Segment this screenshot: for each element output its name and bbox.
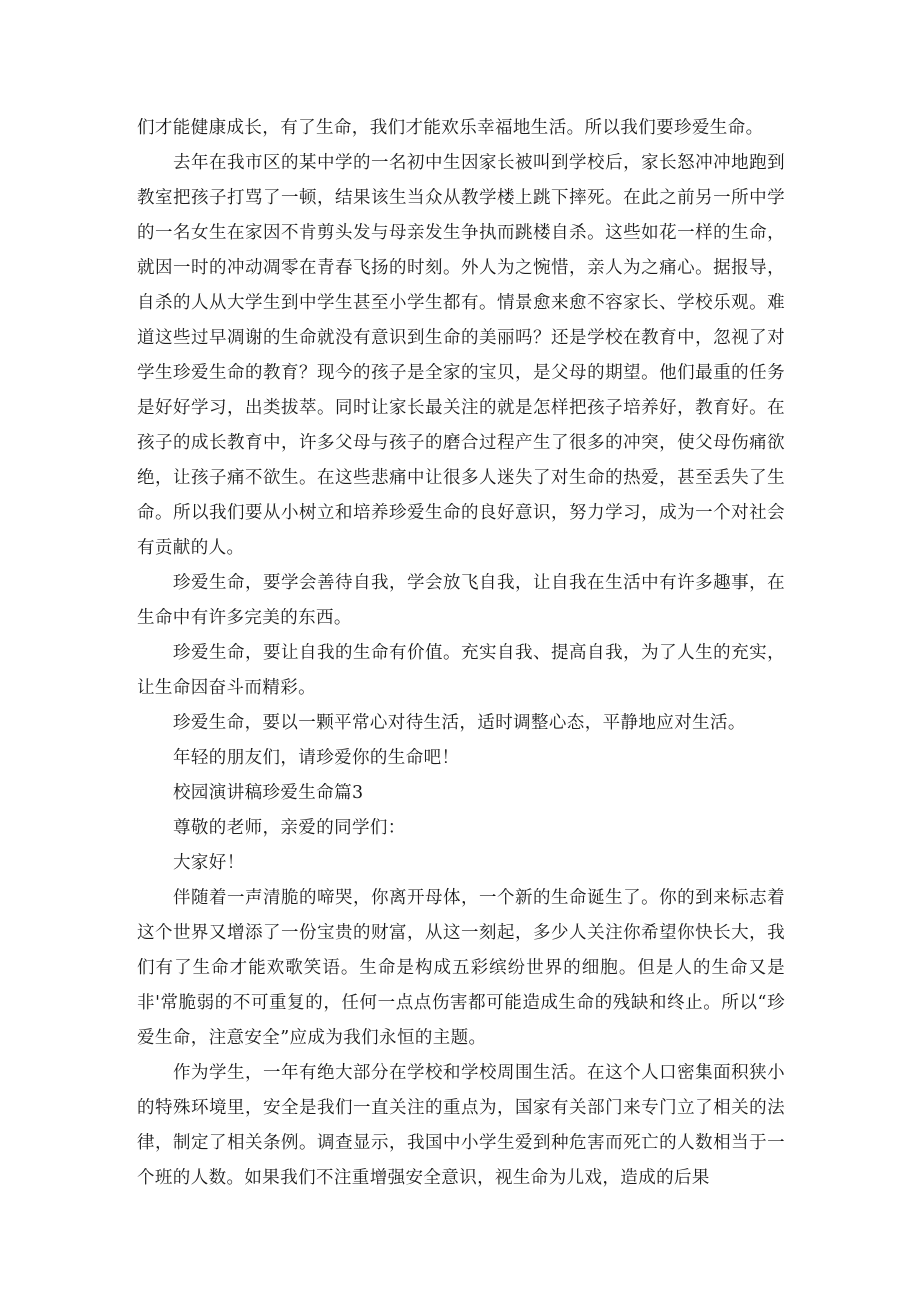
document-body (137, 111, 785, 1196)
paragraph-closing-call: 年轻的朋友们，请珍爱你的生命吧！ (173, 748, 460, 768)
greeting: 大家好！ (173, 853, 245, 873)
paragraph-continuation: 们才能健康成长，有了生命，我们才能欢乐幸福地生活。所以我们要珍爱生命。 (137, 118, 764, 138)
paragraph-calm-mind: 珍爱生命，要以一颗平常心对待生活，适时调整心态，平静地应对生活。 (173, 713, 746, 733)
paragraph-suicide-cases: 去年在我市区的某中学的一名初中生因家长被叫到学校后，家长怒冲冲地跑到教室把孩子打骂了一顿，结果该生当众从教学楼上跳下摔死。在此之前另一所中学的一名女生在家因不肯剪头发与母亲发生争执而跳楼自杀。这些如花一样的生命，就因一时的冲动凋零在青春飞扬的时刻。外人为之惋惜，亲人为之痛心。据报导，自杀的人从大学生到中学生甚至小学生都有。情景愈来愈不容家长、学校乐观。难道这些过早凋谢的生命就没有意识到生命的美丽吗？还是学校在教育中，忽视了对学生珍爱生命的教育？现今的孩子是全家的宝贝，是父母的期望。他们最重的任务是好好学习，出类拔萃。同时让家长最关注的就是怎样把孩子培养好，教育好。在孩子的成长教育中，许多父母与孩子的磨合过程产生了很多的冲突，使父母伤痛欲绝，让孩子痛不欲生。在这些悲痛中让很多人迷失了对生命的热爱，甚至丢失了生命。所以我们要从小树立和培养珍爱生命的良好意识，努力学习，成为一个对社会有贡献的人。 (137, 153, 785, 558)
salutation: 尊敬的老师，亲爱的同学们： (173, 818, 406, 838)
paragraph-school-safety: 作为学生，一年有绝大部分在学校和学校周围生活。在这个人口密集面积狭小的特殊环境里，安全是我们一直关注的重点为，国家有关部门来专门立了相关的法律，制定了相关条例。调查显示，我国中小学生爱到种危害而死亡的人数相当于一个班的人数。如果我们不注重增强安全意识，视生命为儿戏，造成的后果 (137, 1063, 785, 1188)
paragraph-treat-self: 珍爱生命，要学会善待自我，学会放飞自我，让自我在生活中有许多趣事，在生命中有许多完美的东西。 (137, 573, 785, 628)
paragraph-birth-of-life: 伴随着一声清脆的啼哭，你离开母体，一个新的生命诞生了。你的到来标志着这个世界又增添了一份宝贵的财富，从这一刻起，多少人关注你希望你快长大，我们有了生命才能欢歌笑语。生命是构成五彩缤纷世界的细胞。但是人的生命又是非'常脆弱的不可重复的，任何一点点伤害都可能造成生命的残缺和终止。所以“珍爱生命，注意安全”应成为我们永恒的主题。 (137, 888, 785, 1048)
section-heading: 校园演讲稿珍爱生命篇3 (173, 783, 364, 803)
paragraph-value-of-life: 珍爱生命，要让自我的生命有价值。充实自我、提高自我，为了人生的充实，让生命因奋斗而精彩。 (137, 643, 785, 698)
